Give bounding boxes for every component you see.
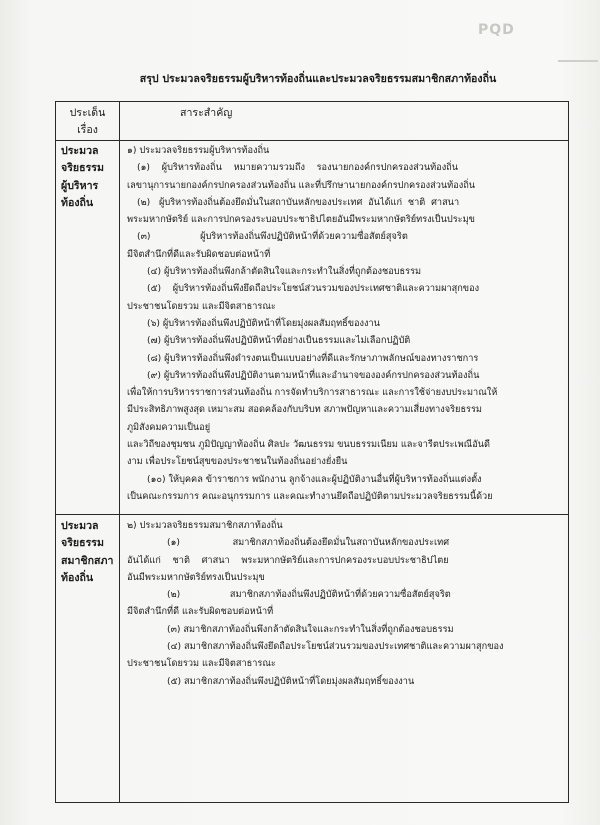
table-row-executive — [56, 140, 568, 515]
topic-cell — [61, 518, 117, 588]
text-line: อันมีพระมหากษัตริย์ทรงเป็นประมุข — [127, 571, 265, 583]
topic-line: ผู้บริหาร — [61, 179, 99, 192]
topic-line: ท้องถิ่น — [61, 197, 94, 210]
text-line: เป็นคณะกรรมการ คณะอนุกรรมการ และคณะทำงานยึดถือปฏิบัติตามประมวลจริยธรรมนี้ด้วย — [127, 490, 493, 502]
header-topic-line: ประเด็น — [69, 107, 106, 119]
text-line: (๕) สมาชิกสภาท้องถิ่นพึงปฏิบัติหน้าที่โดยมุ่งผลสัมฤทธิ์ของงาน — [167, 675, 415, 687]
header-summary: สาระสำคัญ — [180, 107, 233, 119]
text-line: (๑๐) ให้บุคคล ข้าราชการ พนักงาน ลูกจ้างและผู้ปฏิบัติงานอื่นที่ผู้บริหารท้องถิ่นแต่งตั้ง — [147, 473, 482, 485]
document-title: สรุป ประมวลจริยธรรมผู้บริหารท้องถิ่นและประมวลจริยธรรมสมาชิกสภาท้องถิ่น — [139, 73, 497, 85]
text-line: (๒) ผู้บริหารท้องถิ่นต้องยึดมั่นในสถาบันหลักของประเทศ อันได้แก่ ชาติ ศาสนา — [137, 196, 460, 208]
header-topic — [56, 105, 119, 139]
text-line: (๖) ผู้บริหารท้องถิ่นพึงปฏิบัติหน้าที่โดยมุ่งผลสัมฤทธิ์ของงาน — [147, 317, 380, 329]
text-line: (๙) ผู้บริหารท้องถิ่นพึงปฏิบัติงานตามหน้าที่และอำนาจขององค์กรปกครองส่วนท้องถิ่น — [147, 369, 480, 381]
text-line: (๓) สมาชิกสภาท้องถิ่นพึงกล้าตัดสินใจและกระทำในสิ่งที่ถูกต้องชอบธรรม — [167, 623, 454, 635]
text-line: ประชาชนโดยรวม และมีจิตสาธารณะ — [127, 658, 276, 670]
topic-cell — [61, 143, 117, 213]
header-topic-line: เรื่อง — [77, 124, 98, 136]
text-line: และวิถีของชุมชน ภูมิปัญญาท้องถิ่น ศิลปะ วัฒนธรรม ขนบธรรมเนียม และจารีตประเพณีอันดี — [127, 439, 490, 451]
bleed-through-text: PQD — [478, 22, 515, 38]
text-line: (๑) สมาชิกสภาท้องถิ่นต้องยึดมั่นในสถาบันหลักของประเทศ — [167, 537, 450, 549]
text-line: (๒) สมาชิกสภาท้องถิ่นพึงปฏิบัติหน้าที่ด้วยความซื่อสัตย์สุจริต — [167, 589, 451, 601]
topic-line: ท้องถิ่น — [61, 572, 94, 585]
text-line: (๑) ผู้บริหารท้องถิ่น หมายความรวมถึง รองนายกองค์กรปกครองส่วนท้องถิ่น — [137, 162, 459, 174]
text-line: มีจิตสำนึกที่ดีและรับผิดชอบต่อหน้าที่ — [127, 248, 271, 260]
text-line: (๘) ผู้บริหารท้องถิ่นพึงดำรงตนเป็นแบบอย่างที่ดีและรักษาภาพลักษณ์ของทางราชการ — [147, 352, 479, 364]
summary-cell — [127, 142, 565, 505]
text-line: เลขานุการนายกองค์กรปกครองส่วนท้องถิ่น และที่ปรึกษานายกองค์กรปกครองส่วนท้องถิ่น — [127, 179, 476, 191]
text-line: อันได้แก่ ชาติ ศาสนา พระมหากษัตริย์และการปกครองระบอบประชาธิปไตย — [127, 554, 449, 566]
topic-line: สมาชิกสภา — [61, 554, 114, 567]
text-line: เพื่อให้การบริหารราชการส่วนท้องถิ่น การจัดทำบริการสาธารณะ และการใช้จ่ายงบประมาณให้ — [127, 387, 498, 399]
text-line: ๑) ประมวลจริยธรรมผู้บริหารท้องถิ่น — [127, 145, 270, 156]
text-line: (๔) ผู้บริหารท้องถิ่นพึงกล้าตัดสินใจและกระทำในสิ่งที่ถูกต้องชอบธรรม — [147, 266, 422, 278]
text-line: (๕) ผู้บริหารท้องถิ่นพึงยึดถือประโยชน์ส่วนรวมของประเทศชาติและความผาสุกของ — [147, 283, 480, 295]
summary-cell — [127, 517, 565, 690]
topic-line: จริยธรรม — [61, 537, 104, 550]
text-line: มีจิตสำนึกที่ดี และรับผิดชอบต่อหน้าที่ — [127, 606, 274, 618]
text-line: (๓) ผู้บริหารท้องถิ่นพึงปฏิบัติหน้าที่ด้วยความซื่อสัตย์สุจริต — [137, 231, 408, 243]
topic-line: ประมวล — [61, 520, 99, 532]
text-line: มีประสิทธิภาพสูงสุด เหมาะสม สอดคล้องกับบริบท สภาพปัญหาและความเสี่ยงทางจริยธรรม — [127, 404, 482, 416]
text-line: (๗) ผู้บริหารท้องถิ่นพึงปฏิบัติหน้าที่อย่างเป็นธรรมและไม่เลือกปฏิบัติ — [147, 335, 411, 347]
summary-table — [55, 101, 569, 803]
table-row-council — [56, 515, 568, 802]
text-line: ๒) ประมวลจริยธรรมสมาชิกสภาท้องถิ่น — [127, 520, 283, 531]
topic-line: จริยธรรม — [61, 162, 104, 175]
text-line: ภูมิสังคมความเป็นอยู่ — [127, 421, 211, 433]
text-line: (๔) สมาชิกสภาท้องถิ่นพึงยึดถือประโยชน์ส่วนรวมของประเทศชาติและความผาสุกของ — [167, 641, 504, 653]
table-header-row — [56, 102, 568, 141]
text-line: งาม เพื่อประโยชน์สุขของประชาชนในท้องถิ่นอย่างยั่งยืน — [127, 456, 348, 468]
text-line: พระมหากษัตริย์ และการปกครองระบอบประชาธิปไตยอันมีพระมหากษัตริย์ทรงเป็นประมุข — [127, 214, 475, 226]
topic-line: ประมวล — [61, 145, 99, 157]
text-line: ประชาชนโดยรวม และมีจิตสาธารณะ — [127, 300, 276, 312]
